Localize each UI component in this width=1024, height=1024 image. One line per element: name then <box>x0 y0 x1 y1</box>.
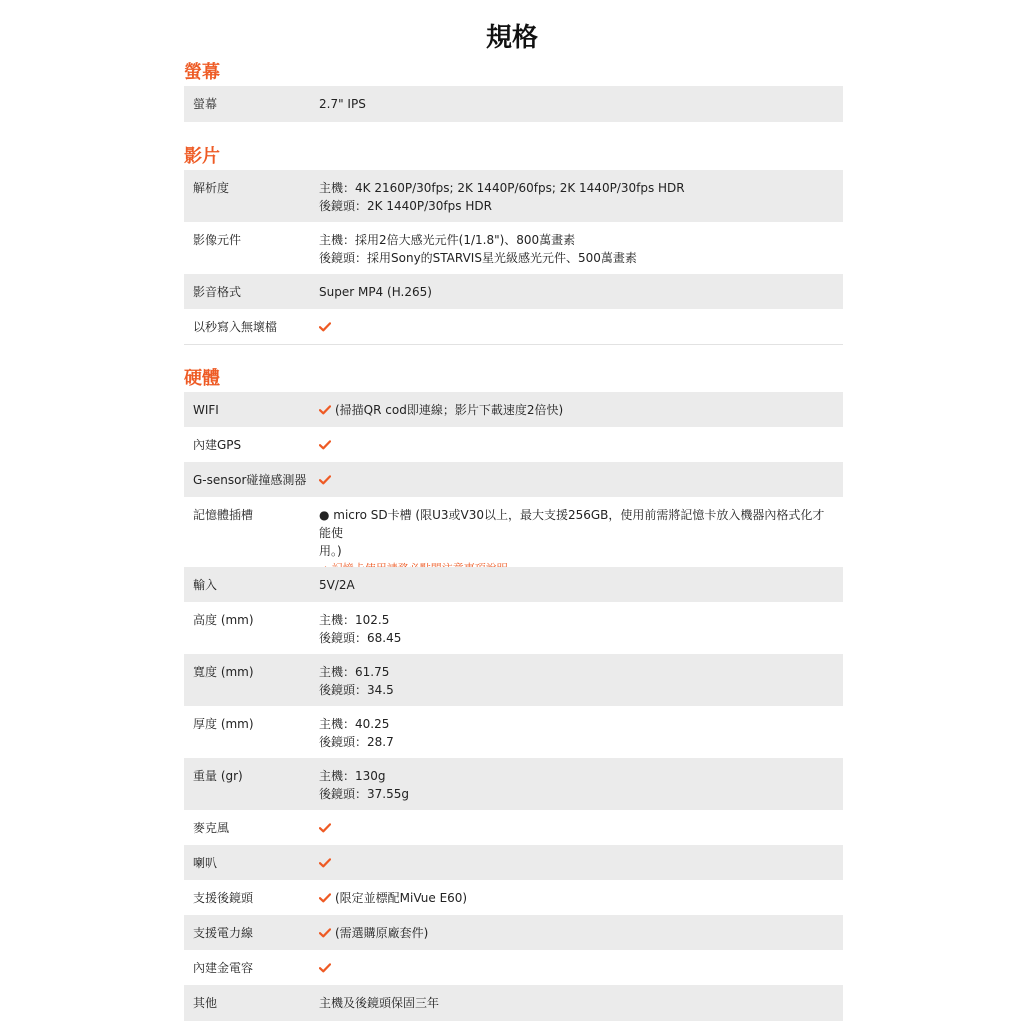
spec-value <box>319 401 834 419</box>
spec-value-line: 後鏡頭：34.5 <box>319 683 394 697</box>
checkmark-icon <box>319 858 331 868</box>
divider <box>184 344 843 345</box>
spec-value-line: 用。) <box>319 544 342 558</box>
spec-value-line: ● micro SD卡槽 (限U3或V30以上，最大支援256GB，使用前需將記憶卡放入機器內格式化才能使 <box>319 508 825 540</box>
spec-value-line: 主機：40.25 <box>319 717 390 731</box>
spec-label: 喇叭 <box>193 856 218 870</box>
checkmark-icon <box>319 823 331 833</box>
checkmark-icon <box>319 475 331 485</box>
spec-row-microphone <box>184 810 843 845</box>
spec-label: 其他 <box>193 996 218 1010</box>
spec-row-other <box>184 985 843 1021</box>
checkmark-icon <box>319 893 331 903</box>
spec-row-supercapacitor <box>184 950 843 985</box>
spec-value <box>319 471 834 489</box>
spec-value <box>319 611 834 647</box>
spec-value-line: 後鏡頭：2K 1440P/30fps HDR <box>319 199 492 213</box>
spec-value-line: 主機：採用2倍大感光元件(1/1.8")、800萬畫素 <box>319 233 576 247</box>
spec-row-width <box>184 654 843 706</box>
spec-label: 影音格式 <box>193 285 242 299</box>
spec-label: 支援後鏡頭 <box>193 891 254 905</box>
spec-note: (限定並標配MiVue E60) <box>335 891 468 905</box>
spec-note: (需選購原廠套件) <box>335 926 429 940</box>
spec-label: WIFI <box>193 403 219 417</box>
spec-value-line: 主機：130g <box>319 769 386 783</box>
spec-row-resolution <box>184 170 843 222</box>
spec-value-line: 後鏡頭：採用Sony的STARVIS星光級感光元件、500萬畫素 <box>319 251 637 265</box>
spec-row-weight <box>184 758 843 810</box>
spec-row-write <box>184 309 843 344</box>
spec-label: 解析度 <box>193 181 230 195</box>
spec-value-line: 主機：61.75 <box>319 665 390 679</box>
spec-row-rear-camera <box>184 880 843 915</box>
spec-value <box>319 715 834 751</box>
spec-row-format <box>184 274 843 309</box>
spec-row-image-sensor <box>184 222 843 274</box>
spec-label: G-sensor碰撞感測器 <box>193 473 307 487</box>
spec-row-memory-slot <box>184 497 843 567</box>
spec-value <box>319 819 834 837</box>
spec-label: 內建金電容 <box>193 961 254 975</box>
checkmark-icon <box>319 405 331 415</box>
spec-value <box>319 959 834 977</box>
spec-value-line: 主機：4K 2160P/30fps; 2K 1440P/60fps; 2K 1440P/30fps HDR <box>319 181 685 195</box>
spec-label: 厚度 (mm) <box>193 717 254 731</box>
spec-label: 高度 (mm) <box>193 613 254 627</box>
spec-note: (掃描QR cod即連線；影片下載速度2倍快) <box>335 403 564 417</box>
spec-row-input <box>184 567 843 602</box>
spec-label: 影像元件 <box>193 233 242 247</box>
spec-value <box>319 318 834 336</box>
checkmark-icon <box>319 928 331 938</box>
spec-value: 5V/2A <box>319 578 355 592</box>
spec-value-line: 後鏡頭：68.45 <box>319 631 402 645</box>
section-title-screen: 螢幕 <box>184 62 220 83</box>
spec-value <box>319 854 834 872</box>
spec-value-line: 後鏡頭：37.55g <box>319 787 409 801</box>
section-title-video: 影片 <box>184 146 220 167</box>
spec-value <box>319 231 834 267</box>
spec-value-line: 後鏡頭：28.7 <box>319 735 394 749</box>
spec-value <box>319 924 834 942</box>
spec-label: 以秒寫入無壞檔 <box>193 320 278 334</box>
spec-label: 寬度 (mm) <box>193 665 254 679</box>
spec-row-height <box>184 602 843 654</box>
spec-label: 麥克風 <box>193 821 230 835</box>
spec-label: 記憶體插槽 <box>193 508 254 522</box>
spec-row-gps <box>184 427 843 462</box>
spec-row-gsensor <box>184 462 843 497</box>
spec-value <box>319 179 834 215</box>
spec-row-wifi <box>184 392 843 427</box>
spec-value-line: 主機：102.5 <box>319 613 390 627</box>
page-title: 規格 <box>485 23 538 53</box>
section-title-hardware: 硬體 <box>184 368 220 389</box>
spec-value <box>319 663 834 699</box>
spec-value: Super MP4 (H.265) <box>319 285 432 299</box>
spec-value: 主機及後鏡頭保固三年 <box>319 996 440 1010</box>
spec-label: 輸入 <box>193 578 218 592</box>
spec-label: 螢幕 <box>193 97 218 111</box>
checkmark-icon <box>319 963 331 973</box>
spec-row-speaker <box>184 845 843 880</box>
spec-label: 內建GPS <box>193 438 242 452</box>
spec-row-power-cable <box>184 915 843 950</box>
spec-value: 2.7" IPS <box>319 97 366 111</box>
spec-value <box>319 889 834 907</box>
checkmark-icon <box>319 322 331 332</box>
spec-value <box>319 436 834 454</box>
spec-label: 支援電力線 <box>193 926 254 940</box>
spec-value <box>319 767 834 803</box>
spec-row-screen <box>184 86 843 122</box>
spec-row-depth <box>184 706 843 758</box>
spec-label: 重量 (gr) <box>193 769 243 783</box>
checkmark-icon <box>319 440 331 450</box>
